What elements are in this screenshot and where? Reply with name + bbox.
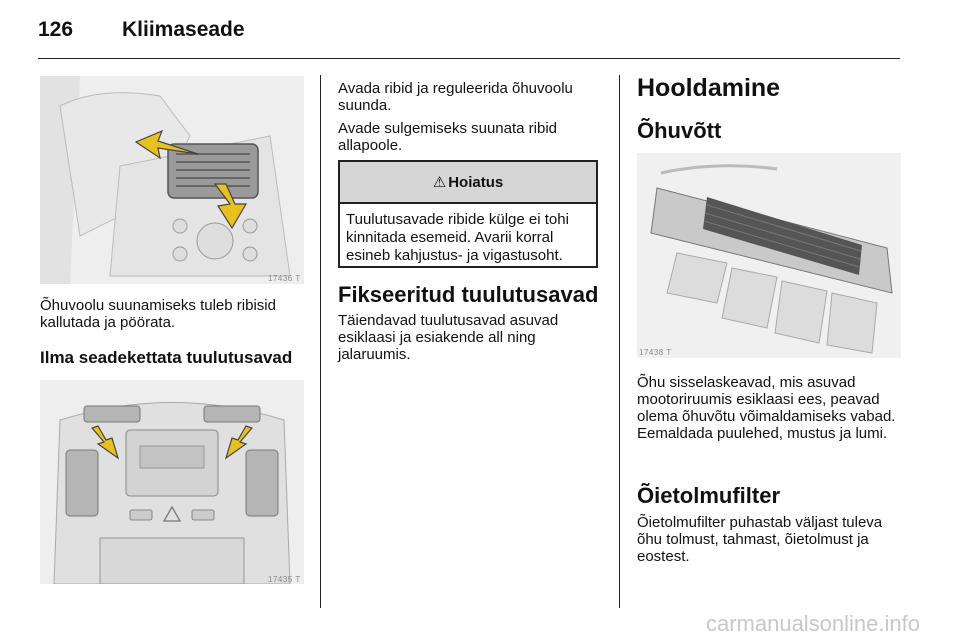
column3-heading-2: Õietolmufilter bbox=[637, 483, 781, 508]
section-title: Kliimaseade bbox=[122, 18, 245, 41]
warning-header bbox=[340, 162, 596, 204]
warning-text: Tuulutusavade ribide külge ei tohi kinnitada esemeid. Avarii korral esineb kahjustus- ja vigastusoht. bbox=[346, 211, 569, 264]
column3-sub-heading: Õhuvõtt bbox=[637, 118, 722, 143]
figure-code-3: 17438 T bbox=[639, 348, 672, 357]
warning-box bbox=[338, 160, 598, 268]
air-intake-figure bbox=[637, 153, 901, 358]
column1-paragraph: Õhuvoolu suunamiseks tuleb ribisid kallutada ja pöörata. bbox=[40, 297, 276, 331]
warning-triangle-icon: ⚠ bbox=[432, 174, 447, 191]
column3-main-heading: Hooldamine bbox=[637, 74, 781, 102]
column2-heading: Fikseeritud tuulutusavad bbox=[338, 282, 599, 307]
column-divider-1 bbox=[320, 75, 321, 608]
watermark: carmanualsonline.info bbox=[705, 611, 920, 636]
dashboard-figure bbox=[40, 380, 304, 584]
column2-paragraph-1: Avada ribid ja reguleerida õhuvoolu suunda. bbox=[338, 80, 573, 114]
dashboard-vents-illustration bbox=[40, 380, 304, 584]
figure-code-2: 17435 T bbox=[268, 575, 301, 584]
warning-title: Hoiatus bbox=[448, 173, 504, 191]
column3-paragraph-2: Õietolmufilter puhastab väljast tuleva õhu tolmust, tahmast, õietolmust ja eostest. bbox=[637, 514, 883, 565]
figure-code-1: 17436 T bbox=[268, 274, 301, 283]
column2-paragraph-3: Täiendavad tuulutusavad asuvad esiklaasi ja esiakende all ning jalaruumis. bbox=[338, 312, 559, 363]
header-rule bbox=[38, 58, 900, 59]
air-vent-figure bbox=[40, 76, 304, 284]
column-divider-2 bbox=[619, 75, 620, 608]
page-number: 126 bbox=[38, 18, 74, 41]
air-intake-illustration bbox=[637, 153, 901, 358]
column2-paragraph-2: Avade sulgemiseks suunata ribid allapoole. bbox=[338, 120, 558, 154]
column1-heading: Ilma seadekettata tuulutusavad bbox=[40, 348, 293, 367]
air-vent-adjust-illustration bbox=[40, 76, 304, 284]
column3-paragraph-1: Õhu sisselaskeavad, mis asuvad mootoriruumis esiklaasi ees, peavad olema õhuvõtu võimaldamiseks vabad. Eemaldada puulehed, mustus ja lumi. bbox=[637, 374, 896, 442]
